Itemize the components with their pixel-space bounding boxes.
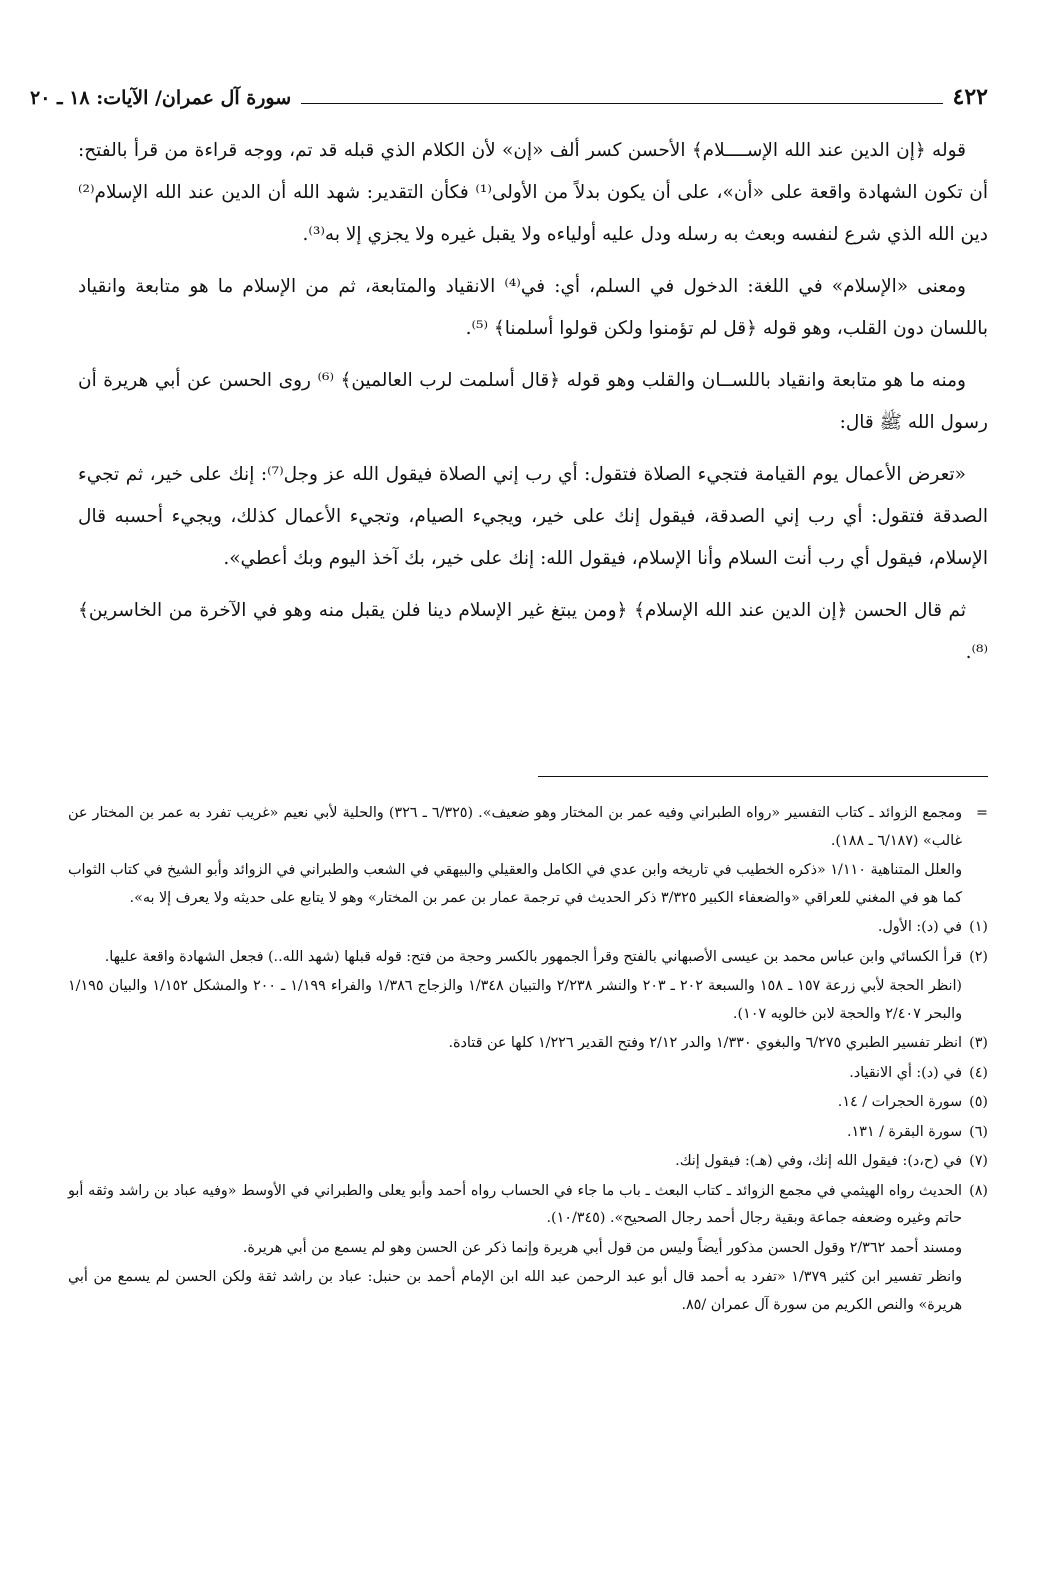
footnote-separator [538, 776, 988, 777]
footnote [68, 1178, 988, 1233]
footnote-text: سورة الحجرات / ١٤. [837, 1094, 962, 1110]
footnote-mark: = [976, 805, 988, 821]
footnote [68, 1089, 988, 1117]
footnote-mark: (٧) [969, 1153, 988, 1169]
body-paragraph: ثم قال الحسن ﴿إن الدين عند الله الإسلام﴾ ﴿ومن يبتغ غير الإسلام دينا فلن يقبل منه وهو في الآخرة من الخاسرين﴾⁽⁸⁾. [78, 600, 988, 663]
footnote-continuation [68, 1264, 988, 1319]
footnote [68, 800, 988, 855]
footnote-continuation [68, 1235, 988, 1263]
footnote [68, 1148, 988, 1176]
footnote-text: في (ح،د): فيقول الله إنك، وفي (هـ): فيقول إنك. [675, 1153, 962, 1169]
footnote-mark: (٢) [969, 948, 988, 965]
footnote [68, 1060, 988, 1088]
footnotes [68, 800, 988, 1321]
footnote-text: ومجمع الزوائد ـ كتاب التفسير «رواه الطبراني وفيه عمر بن المختار وهو ضعيف». (٦/٣٢٥ ـ ٣٢٦) والحلية لأبي نعيم «غريب تفرد به عمر بن المختار عن غالب» (٦/١٨٧ ـ ١٨٨). [68, 805, 962, 849]
body-paragraph: ومعنى «الإسلام» في اللغة: الدخول في السلم، أي: في⁽⁴⁾ الانقياد والمتابعة، ثم من الإسلام ما هو متابعة وانقياد باللسان دون القلب، وهو قوله ﴿قل لم تؤمنوا ولكن قولوا أسلمنا﴾ ⁽⁵⁾. [78, 276, 988, 339]
page-number: ٤٢٢ [952, 84, 988, 110]
footnote [68, 1030, 988, 1058]
footnote-mark: (١) [969, 919, 988, 935]
footnote-text: في (د): الأول. [877, 919, 962, 935]
footnote-text: قرأ الكسائي وابن عباس محمد بن عيسى الأصبهاني بالفتح وقرأ الجمهور بالكسر وحجة من فتح: قوله قبلها (شهد الله..) فجعل الشهادة واقعة عليها. [104, 948, 962, 965]
footnote-text: الحديث رواه الهيثمي في مجمع الزوائد ـ كتاب البعث ـ باب ما جاء في الحساب رواه أحمد وأبو يعلى والطبراني في الأوسط «وفيه عباد بن راشد وثقه أبو حاتم وغيره وضعفه جماعة وبقية رجال أحمد رجال الصحيح». (١٠/٣٤٥). [68, 1182, 962, 1226]
header-rule [301, 103, 942, 104]
footnote-mark: (٨) [969, 1182, 988, 1199]
body-paragraph: قوله ﴿إن الدين عند الله الإســــلام﴾ الأحسن كسر ألف «إن» لأن الكلام الذي قبله قد تم، ووجه قراءة من قرأ بالفتح: أن تكون الشهادة واقعة على «أن»، على أن يكون بدلاً من الأولى⁽¹⁾ فكأن التقدير: شهد الله أن الدين عند الله الإسلام⁽²⁾ دين الله الذي شرع لنفسه وبعث به رسله ودل عليه أولياءه ولا يقبل غيره ولا يجزي إلا به⁽³⁾. [78, 140, 988, 245]
footnote [68, 1119, 988, 1147]
footnote [68, 914, 988, 942]
section-title: سورة آل عمران/ الآيات: ١٨ ـ ٢٠ [30, 87, 292, 109]
footnote-mark: (٥) [969, 1094, 988, 1110]
footnote-mark: (٤) [969, 1064, 988, 1081]
footnote-mark: (٦) [969, 1123, 988, 1140]
hadith-quote: «تعرض الأعمال يوم القيامة فتجيء الصلاة فتقول: أي رب إني الصلاة فيقول الله عز وجل⁽⁷⁾: إنك على خير، ثم تجيء الصدقة فتقول: أي رب إني الصدقة، فيقول إنك على خير، ويجيء الصيام، وتجيء الأعمال كذلك، ويجيء أحسبه قال الإسلام، فيقول أي رب أنت السلام وأنا الإسلام، فيقول الله: إنك على خير، بك آخذ اليوم وبك أعطي». [78, 464, 988, 569]
footnote-text: والعلل المتناهية ١/١١٠ «ذكره الخطيب في تاريخه وابن عدي في الكامل والعقيلي والبيهقي في الشعب والطبراني في الزوائد وأبو الشيخ في كتاب الثواب كما هو في المغني للعراقي «والضعفاء الكبير ٣/٣٢٥ ذكر الحديث في ترجمة عمار بن عمر بن المختار» وهو لا يتابع على حديثه ولا يعرف إلا به». [68, 862, 962, 906]
running-header [30, 78, 988, 108]
footnote [68, 944, 988, 972]
footnote-text: انظر تفسير الطبري ٦/٢٧٥ والبغوي ١/٣٣٠ والدر ٢/١٢ وفتح القدير ١/٢٢٦ كلها عن قتادة. [448, 1035, 962, 1051]
footnote-text: وانظر تفسير ابن كثير ١/٣٧٩ «تفرد به أحمد قال أبو عبد الرحمن عبد الله ابن الإمام أحمد بن حنبل: عباد بن راشد ثقة ولكن الحسن لم يسمع من أبي هريرة» والنص الكريم من سورة آل عمران /٨٥. [68, 1269, 962, 1313]
footnote-continuation [68, 857, 988, 912]
footnote-text: (انظر الحجة لأبي زرعة ١٥٧ ـ ١٥٨ والسبعة ٢٠٢ ـ ٢٠٣ والنشر ٢/٢٣٨ والتبيان ١/٣٤٨ والزجاج ١/٣٨٦ والفراء ١/١٩٩ ـ ٢٠٠ والمشكل ١/١٥٢ والبيان ١/١٩٥ والبحر ٢/٤٠٧ والحجة لابن خالويه ١٠٧). [68, 978, 963, 1022]
footnote-continuation [68, 973, 988, 1028]
main-text [78, 130, 988, 674]
footnote-text: ومسند أحمد ٢/٣٦٢ وقول الحسن مذكور أيضاً وليس من قول أبي هريرة وإنما ذكر عن الحسن وهو لم يسمع من أبي هريرة. [242, 1239, 962, 1256]
footnote-text: سورة البقرة / ١٣١. [846, 1123, 962, 1140]
footnote-text: في (د): أي الانقياد. [849, 1064, 962, 1081]
footnote-mark: (٣) [969, 1035, 988, 1051]
body-paragraph: ومنه ما هو متابعة وانقياد باللســان والقلب وهو قوله ﴿قال أسلمت لرب العالمين﴾ ⁽⁶⁾ روى الحسن عن أبي هريرة أن رسول الله ﷺ قال: [78, 370, 988, 433]
